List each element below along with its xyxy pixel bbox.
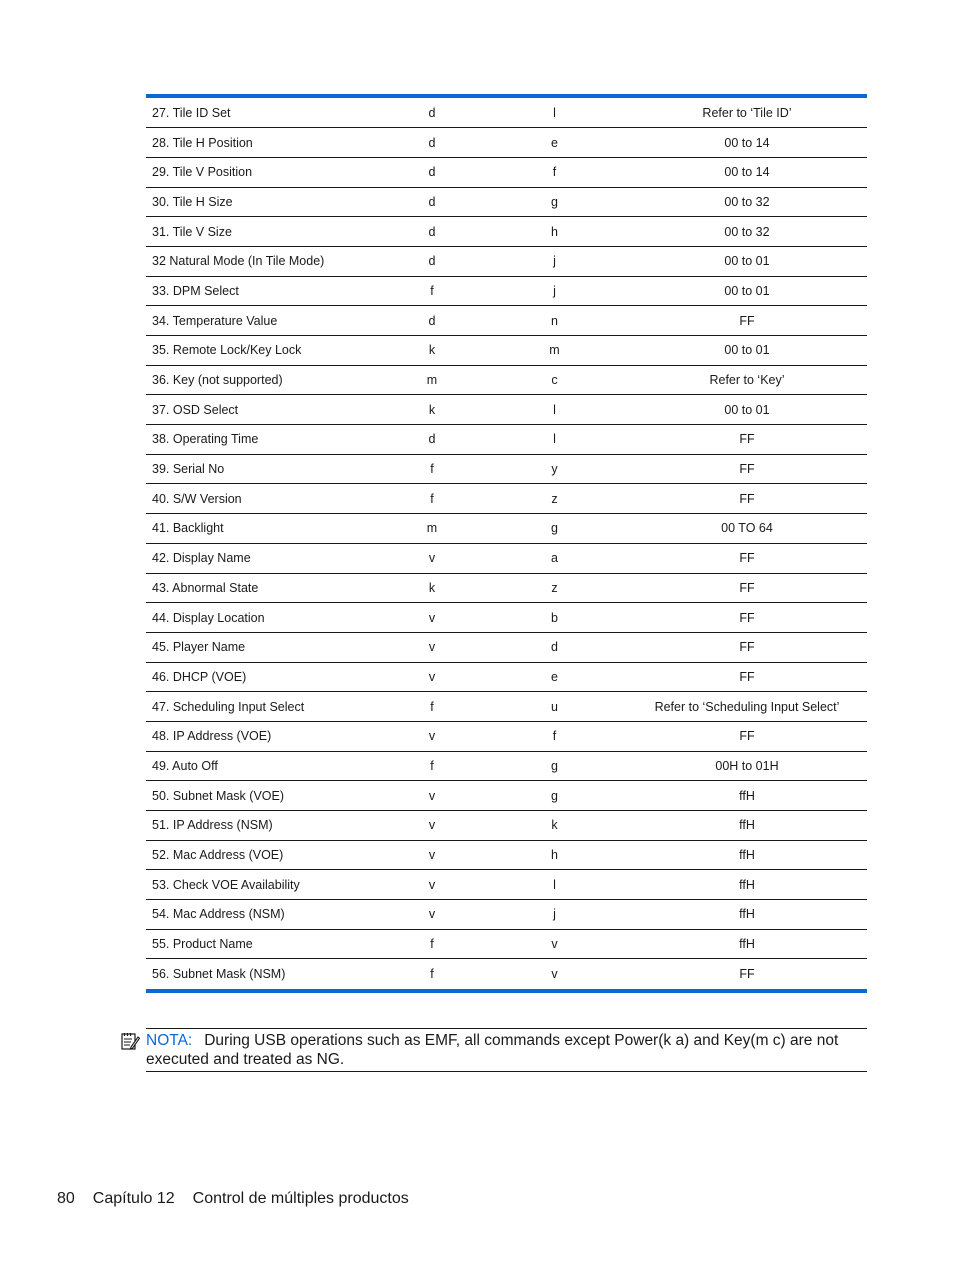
command1-cell: v [382, 632, 482, 662]
table-row [146, 98, 867, 128]
value-range-cell: 00 TO 64 [627, 514, 867, 544]
command2-cell: v [482, 959, 627, 989]
table-row [146, 217, 867, 247]
command2-cell: z [482, 573, 627, 603]
command2-cell: n [482, 306, 627, 336]
value-range-cell: FF [627, 603, 867, 633]
command2-cell: a [482, 543, 627, 573]
command-name-cell: 51. IP Address (NSM) [146, 811, 382, 841]
chapter-title: Control de múltiples productos [192, 1190, 409, 1207]
command1-cell: d [382, 128, 482, 158]
value-range-cell: FF [627, 573, 867, 603]
command-name-cell: 40. S/W Version [146, 484, 382, 514]
command1-cell: f [382, 959, 482, 989]
command1-cell: d [382, 306, 482, 336]
value-range-cell: ffH [627, 900, 867, 930]
command-name-cell: 50. Subnet Mask (VOE) [146, 781, 382, 811]
value-range-cell: FF [627, 662, 867, 692]
command1-cell: f [382, 276, 482, 306]
table-row [146, 959, 867, 989]
command2-cell: h [482, 840, 627, 870]
table-row [146, 306, 867, 336]
note-box [146, 1028, 867, 1072]
table-row [146, 929, 867, 959]
value-range-cell: 00 to 01 [627, 276, 867, 306]
table-row [146, 246, 867, 276]
value-range-cell: FF [627, 306, 867, 336]
command1-cell: k [382, 395, 482, 425]
command-name-cell: 30. Tile H Size [146, 187, 382, 217]
table-row [146, 276, 867, 306]
command1-cell: f [382, 751, 482, 781]
command-name-cell: 37. OSD Select [146, 395, 382, 425]
value-range-cell: 00 to 32 [627, 187, 867, 217]
command1-cell: d [382, 217, 482, 247]
command2-cell: j [482, 900, 627, 930]
command-name-cell: 53. Check VOE Availability [146, 870, 382, 900]
command1-cell: d [428, 105, 436, 120]
command1-cell: f [382, 484, 482, 514]
table-row [146, 187, 867, 217]
value-range-cell: ffH [627, 840, 867, 870]
command-name-cell: 38. Operating Time [146, 425, 382, 455]
command-name-cell: 45. Player Name [146, 632, 382, 662]
command2-cell: l [553, 105, 556, 120]
command1-cell: f [382, 692, 482, 722]
command-name-cell: 56. Subnet Mask (NSM) [146, 959, 382, 989]
page-footer [57, 1190, 427, 1208]
command-name-cell: 31. Tile V Size [146, 217, 382, 247]
table-row [146, 632, 867, 662]
command1-cell: d [382, 425, 482, 455]
table-row [146, 751, 867, 781]
command2-cell: d [482, 632, 627, 662]
command1-cell: v [382, 840, 482, 870]
table-row [146, 781, 867, 811]
command2-cell: e [482, 662, 627, 692]
command-name-cell: 27. Tile ID Set [152, 105, 231, 120]
command-table-container [146, 94, 867, 993]
table-row [146, 514, 867, 544]
command1-cell: k [382, 573, 482, 603]
value-range-cell: 00 to 14 [627, 128, 867, 158]
command1-cell: v [382, 811, 482, 841]
table-row [146, 811, 867, 841]
command2-cell: b [482, 603, 627, 633]
command-name-cell: 49. Auto Off [146, 751, 382, 781]
command2-cell: v [482, 929, 627, 959]
table-row [146, 721, 867, 751]
command1-cell: v [382, 721, 482, 751]
command-name-cell: 46. DHCP (VOE) [146, 662, 382, 692]
command2-cell: j [482, 246, 627, 276]
command-name-cell: 35. Remote Lock/Key Lock [146, 336, 382, 366]
value-range-cell: 00 to 32 [627, 217, 867, 247]
command-name-cell: 43. Abnormal State [146, 573, 382, 603]
command1-cell: v [382, 603, 482, 633]
value-range-cell: 00 to 01 [627, 246, 867, 276]
command2-cell: g [482, 514, 627, 544]
command-name-cell: 54. Mac Address (NSM) [146, 900, 382, 930]
value-range-cell: FF [627, 425, 867, 455]
command1-cell: f [382, 929, 482, 959]
table-row [146, 395, 867, 425]
table-row [146, 543, 867, 573]
command2-cell: g [482, 751, 627, 781]
value-range-cell: FF [627, 543, 867, 573]
value-range-cell: ffH [627, 870, 867, 900]
value-range-cell: ffH [627, 811, 867, 841]
table-row [146, 336, 867, 366]
value-range-cell: FF [627, 484, 867, 514]
command-name-cell: 55. Product Name [146, 929, 382, 959]
command2-cell: m [482, 336, 627, 366]
command-name-cell: 42. Display Name [146, 543, 382, 573]
table-row [146, 870, 867, 900]
command1-cell: v [382, 900, 482, 930]
command-name-cell: 29. Tile V Position [146, 157, 382, 187]
command1-cell: d [382, 187, 482, 217]
value-range-cell: 00 to 01 [627, 336, 867, 366]
command2-cell: e [482, 128, 627, 158]
table-row [146, 603, 867, 633]
table-row [146, 573, 867, 603]
note-pad-icon [120, 1031, 140, 1051]
command2-cell: f [482, 721, 627, 751]
command2-cell: l [482, 870, 627, 900]
command1-cell: d [382, 246, 482, 276]
command1-cell: m [382, 514, 482, 544]
command1-cell: d [382, 157, 482, 187]
table-row [146, 900, 867, 930]
page-number: 80 [57, 1190, 75, 1207]
command1-cell: v [382, 543, 482, 573]
command-name-cell: 47. Scheduling Input Select [146, 692, 382, 722]
command2-cell: z [482, 484, 627, 514]
value-range-cell: Refer to ‘Scheduling Input Select’ [627, 692, 867, 722]
value-range-cell: 00 to 14 [627, 157, 867, 187]
chapter-number: Capítulo 12 [92, 1190, 175, 1207]
table-row [146, 692, 867, 722]
command1-cell: k [382, 336, 482, 366]
value-range-cell: 00 to 01 [627, 395, 867, 425]
value-range-cell: FF [627, 959, 867, 989]
command2-cell: l [482, 425, 627, 455]
value-range-cell: FF [627, 721, 867, 751]
value-range-cell: FF [627, 454, 867, 484]
value-range-cell: Refer to ‘Tile ID’ [702, 105, 792, 120]
command2-cell: j [482, 276, 627, 306]
command2-cell: h [482, 217, 627, 247]
command2-cell: k [482, 811, 627, 841]
table-row [146, 454, 867, 484]
value-range-cell: FF [627, 632, 867, 662]
command-name-cell: 48. IP Address (VOE) [146, 721, 382, 751]
command-name-cell: 41. Backlight [146, 514, 382, 544]
command-name-cell: 39. Serial No [146, 454, 382, 484]
table-row [146, 484, 867, 514]
command-name-cell: 36. Key (not supported) [146, 365, 382, 395]
command1-cell: v [382, 781, 482, 811]
command2-cell: c [482, 365, 627, 395]
command1-cell: v [382, 662, 482, 692]
table-row [146, 425, 867, 455]
note-label: NOTA: [146, 1032, 193, 1049]
command-name-cell: 44. Display Location [146, 603, 382, 633]
command-name-cell: 28. Tile H Position [146, 128, 382, 158]
command-table-body [146, 98, 867, 989]
table-row [146, 365, 867, 395]
table-row [146, 157, 867, 187]
command2-cell: u [482, 692, 627, 722]
table-row [146, 128, 867, 158]
command1-cell: m [382, 365, 482, 395]
command-table [146, 98, 867, 989]
table-row [146, 840, 867, 870]
command1-cell: f [382, 454, 482, 484]
command2-cell: y [482, 454, 627, 484]
value-range-cell: Refer to ‘Key’ [627, 365, 867, 395]
command2-cell: g [482, 187, 627, 217]
value-range-cell: 00H to 01H [627, 751, 867, 781]
command-name-cell: 52. Mac Address (VOE) [146, 840, 382, 870]
value-range-cell: ffH [627, 781, 867, 811]
command2-cell: l [482, 395, 627, 425]
command-name-cell: 33. DPM Select [146, 276, 382, 306]
command-name-cell: 34. Temperature Value [146, 306, 382, 336]
command2-cell: f [482, 157, 627, 187]
table-row [146, 662, 867, 692]
value-range-cell: ffH [627, 929, 867, 959]
command1-cell: v [382, 870, 482, 900]
command2-cell: g [482, 781, 627, 811]
command-name-cell: 32 Natural Mode (In Tile Mode) [146, 246, 382, 276]
note-text: During USB operations such as EMF, all commands except Power(k a) and Key(m c) are not executed and treated as NG. [146, 1032, 839, 1068]
